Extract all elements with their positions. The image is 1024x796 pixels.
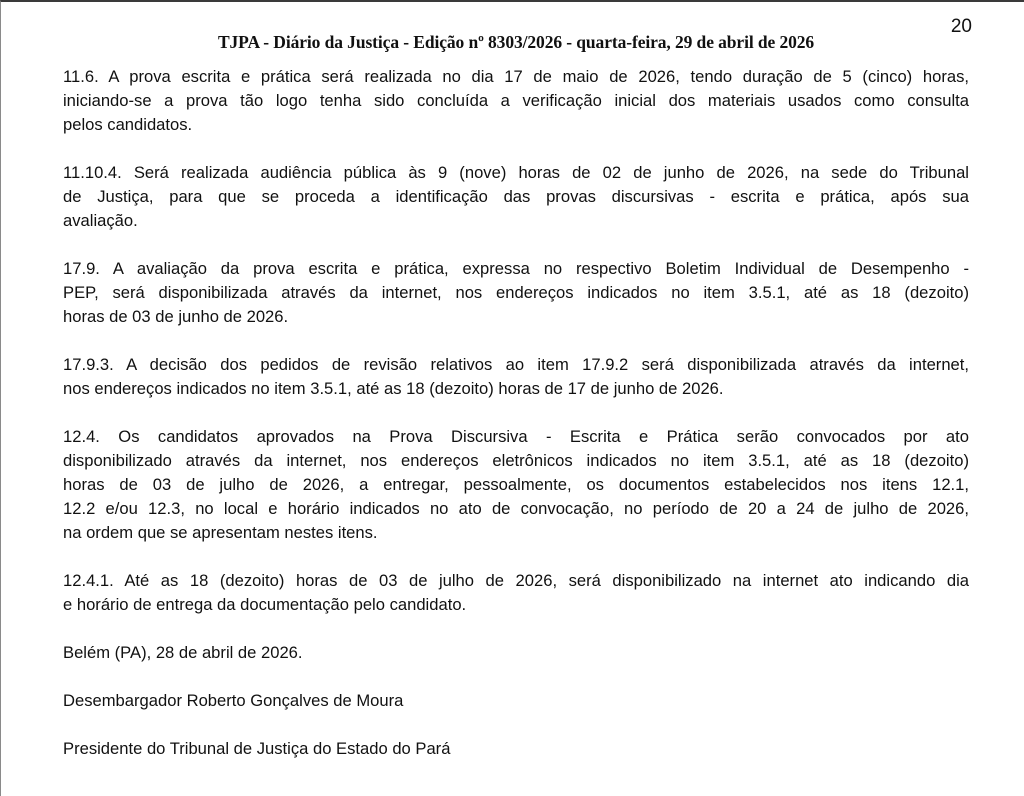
paragraph-line: 12.2 e/ou 12.3, no local e horário indicados no ato de convocação, no período de 20 a 24 de julho de 2026, [63, 499, 969, 518]
paragraph-line: pelos candidatos. [63, 115, 193, 134]
paragraph-line: de Justiça, para que se proceda a identificação das provas discursivas - escrita e prática, após sua [63, 187, 969, 206]
paragraph-17-9-3 [63, 353, 969, 401]
paragraph-line: avaliação. [63, 211, 138, 230]
paragraph-12-4-1 [63, 569, 969, 617]
paragraph-line: 17.9.3. A decisão dos pedidos de revisão relativos ao item 17.9.2 será disponibilizada através da internet, [63, 355, 969, 374]
page-header-title: TJPA - Diário da Justiça - Edição nº 8303/2026 - quarta-feira, 29 de abril de 2026 [217, 32, 815, 52]
document-body [63, 65, 969, 785]
paragraph-12-4 [63, 425, 969, 545]
paragraph-line: disponibilizado através da internet, nos endereços eletrônicos indicados no item 3.5.1, até as 18 (dezoito) [63, 451, 969, 470]
paragraph-line: 12.4.1. Até as 18 (dezoito) horas de 03 de julho de 2026, será disponibilizado na internet ato indicando dia [63, 571, 969, 590]
paragraph-11-10-4 [63, 161, 969, 233]
paragraph-line: horas de 03 de junho de 2026. [63, 307, 289, 326]
signatory-name: Desembargador Roberto Gonçalves de Moura [63, 691, 404, 710]
place-date: Belém (PA), 28 de abril de 2026. [63, 643, 303, 662]
paragraph-11-6 [63, 65, 969, 137]
paragraph-line: nos endereços indicados no item 3.5.1, até as 18 (dezoito) horas de 17 de junho de 2026. [63, 379, 724, 398]
paragraph-line: 12.4. Os candidatos aprovados na Prova Discursiva - Escrita e Prática serão convocados por ato [63, 427, 969, 446]
paragraph-line: PEP, será disponibilizada através da internet, nos endereços indicados no item 3.5.1, até as 18 (dezoito) [63, 283, 969, 302]
signatory-title: Presidente do Tribunal de Justiça do Estado do Pará [63, 739, 451, 758]
paragraph-line: 17.9. A avaliação da prova escrita e prática, expressa no respectivo Boletim Individual de Desempenho - [63, 259, 969, 278]
paragraph-line: 11.10.4. Será realizada audiência pública às 9 (nove) horas de 02 de junho de 2026, na sede do Tribunal [63, 163, 969, 182]
paragraph-line: horas de 03 de julho de 2026, a entregar, pessoalmente, os documentos estabelecidos nos itens 12.1, [63, 475, 969, 494]
page-number: 20 [950, 16, 972, 37]
paragraph-17-9 [63, 257, 969, 329]
paragraph-line: 11.6. A prova escrita e prática será realizada no dia 17 de maio de 2026, tendo duração de 5 (cinco) horas, [63, 67, 969, 86]
paragraph-line: e horário de entrega da documentação pelo candidato. [63, 595, 467, 614]
paragraph-line: iniciando-se a prova tão logo tenha sido concluída a verificação inicial dos materiais usados como consulta [63, 91, 969, 110]
paragraph-line: na ordem que se apresentam nestes itens. [63, 523, 378, 542]
